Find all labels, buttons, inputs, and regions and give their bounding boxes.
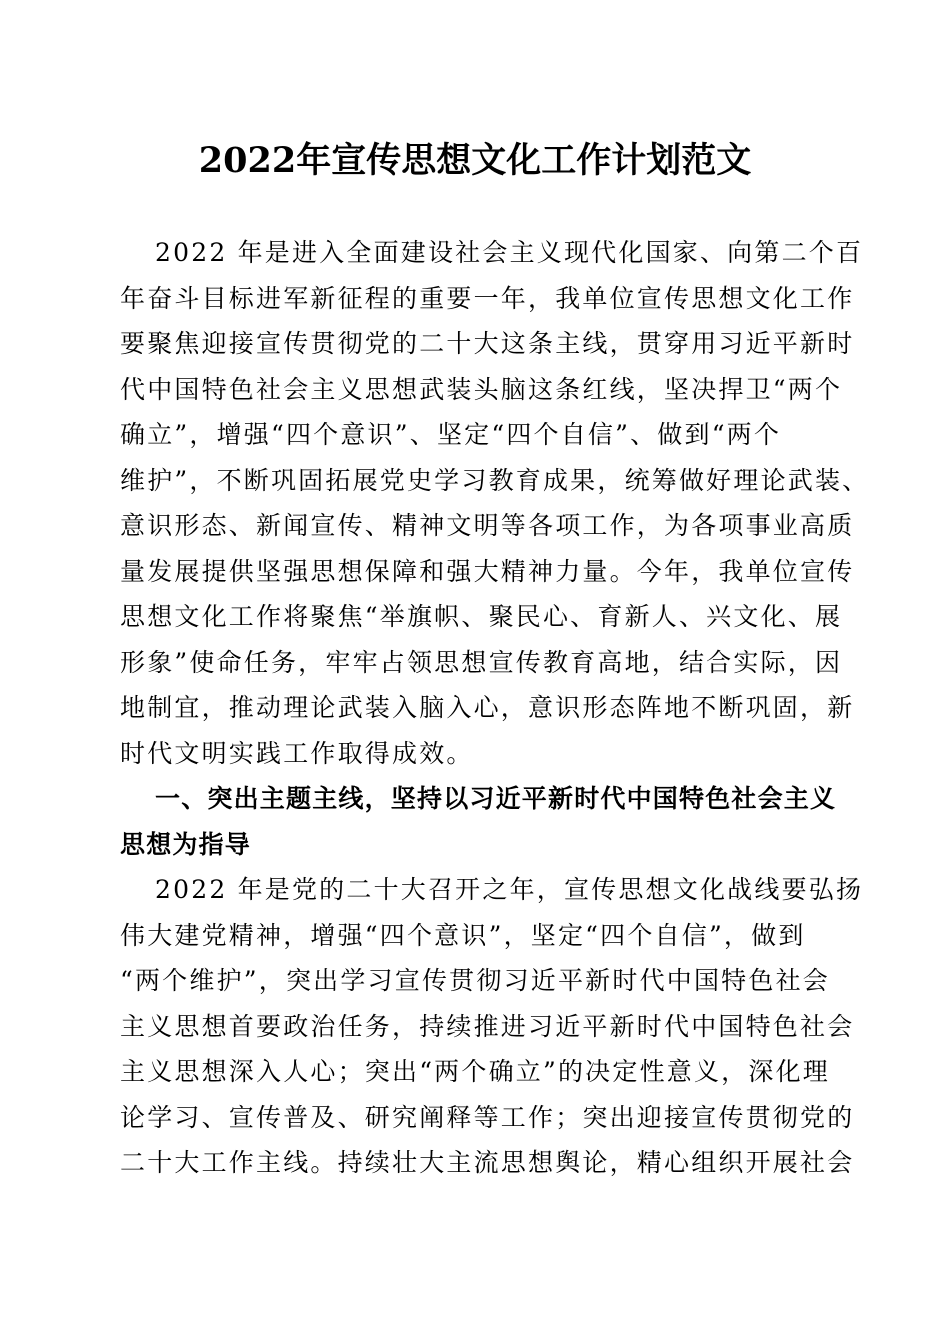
document-title: 2022年宣传思想文化工作计划范文 [198,140,752,181]
paragraph-2-line-2: 伟大建党精神，增强“四个意识”，坚定“四个自信”，做到 [120,921,806,950]
section-heading-1-line-2: 思想为指导 [120,830,252,859]
paragraph-1-line-12: 时代文明实践工作取得成效。 [120,739,474,768]
paragraph-2-line-7: 二十大工作主线。持续壮大主流思想舆论，精心组织开展社会 [120,1148,855,1177]
paragraph-2-line-4: 主义思想首要政治任务，持续推进习近平新时代中国特色社会 [120,1012,855,1041]
paragraph-1-line-6: 维护”，不断巩固拓展党史学习教育成果，统筹做好理论武装、 [120,466,870,495]
paragraph-1-line-9: 思想文化工作将聚焦“举旗帜、聚民心、育新人、兴文化、展 [120,602,843,631]
paragraph-1-line-10: 形象”使命任务，牢牢占领思想宣传教育高地，结合实际，因 [120,648,843,677]
paragraph-1-line-8: 量发展提供坚强思想保障和强大精神力量。今年，我单位宣传 [120,557,855,586]
paragraph-1-line-4: 代中国特色社会主义思想武装头脑这条红线，坚决捍卫“两个 [120,375,843,404]
paragraph-1-line-5: 确立”，增强“四个意识”、坚定“四个自信”、做到“两个 [120,420,782,449]
paragraph-2-line-5: 主义思想深入人心；突出“两个确立”的决定性意义，深化理 [120,1057,830,1086]
paragraph-2-line-6: 论学习、宣传普及、研究阐释等工作；突出迎接宣传贯彻党的 [120,1103,855,1132]
paragraph-1-line-3: 要聚焦迎接宣传贯彻党的二十大这条主线，贯穿用习近平新时 [120,329,855,358]
paragraph-2-line-1: 2022 年是党的二十大召开之年，宣传思想文化战线要弘扬 [155,875,864,904]
paragraph-2-line-3: “两个维护”，突出学习宣传贯彻习近平新时代中国特色社会 [120,966,830,995]
paragraph-1-line-7: 意识形态、新闻宣传、精神文明等各项工作，为各项事业高质 [120,511,855,540]
paragraph-1-line-11: 地制宜，推动理论武装入脑入心，意识形态阵地不断巩固，新 [120,693,855,722]
section-heading-1: 一、突出主题主线，坚持以习近平新时代中国特色社会主义 [155,784,837,813]
paragraph-1-line-1: 2022 年是进入全面建设社会主义现代化国家、向第二个百 [155,238,864,267]
paragraph-1-line-2: 年奋斗目标进军新征程的重要一年，我单位宣传思想文化工作 [120,284,855,313]
